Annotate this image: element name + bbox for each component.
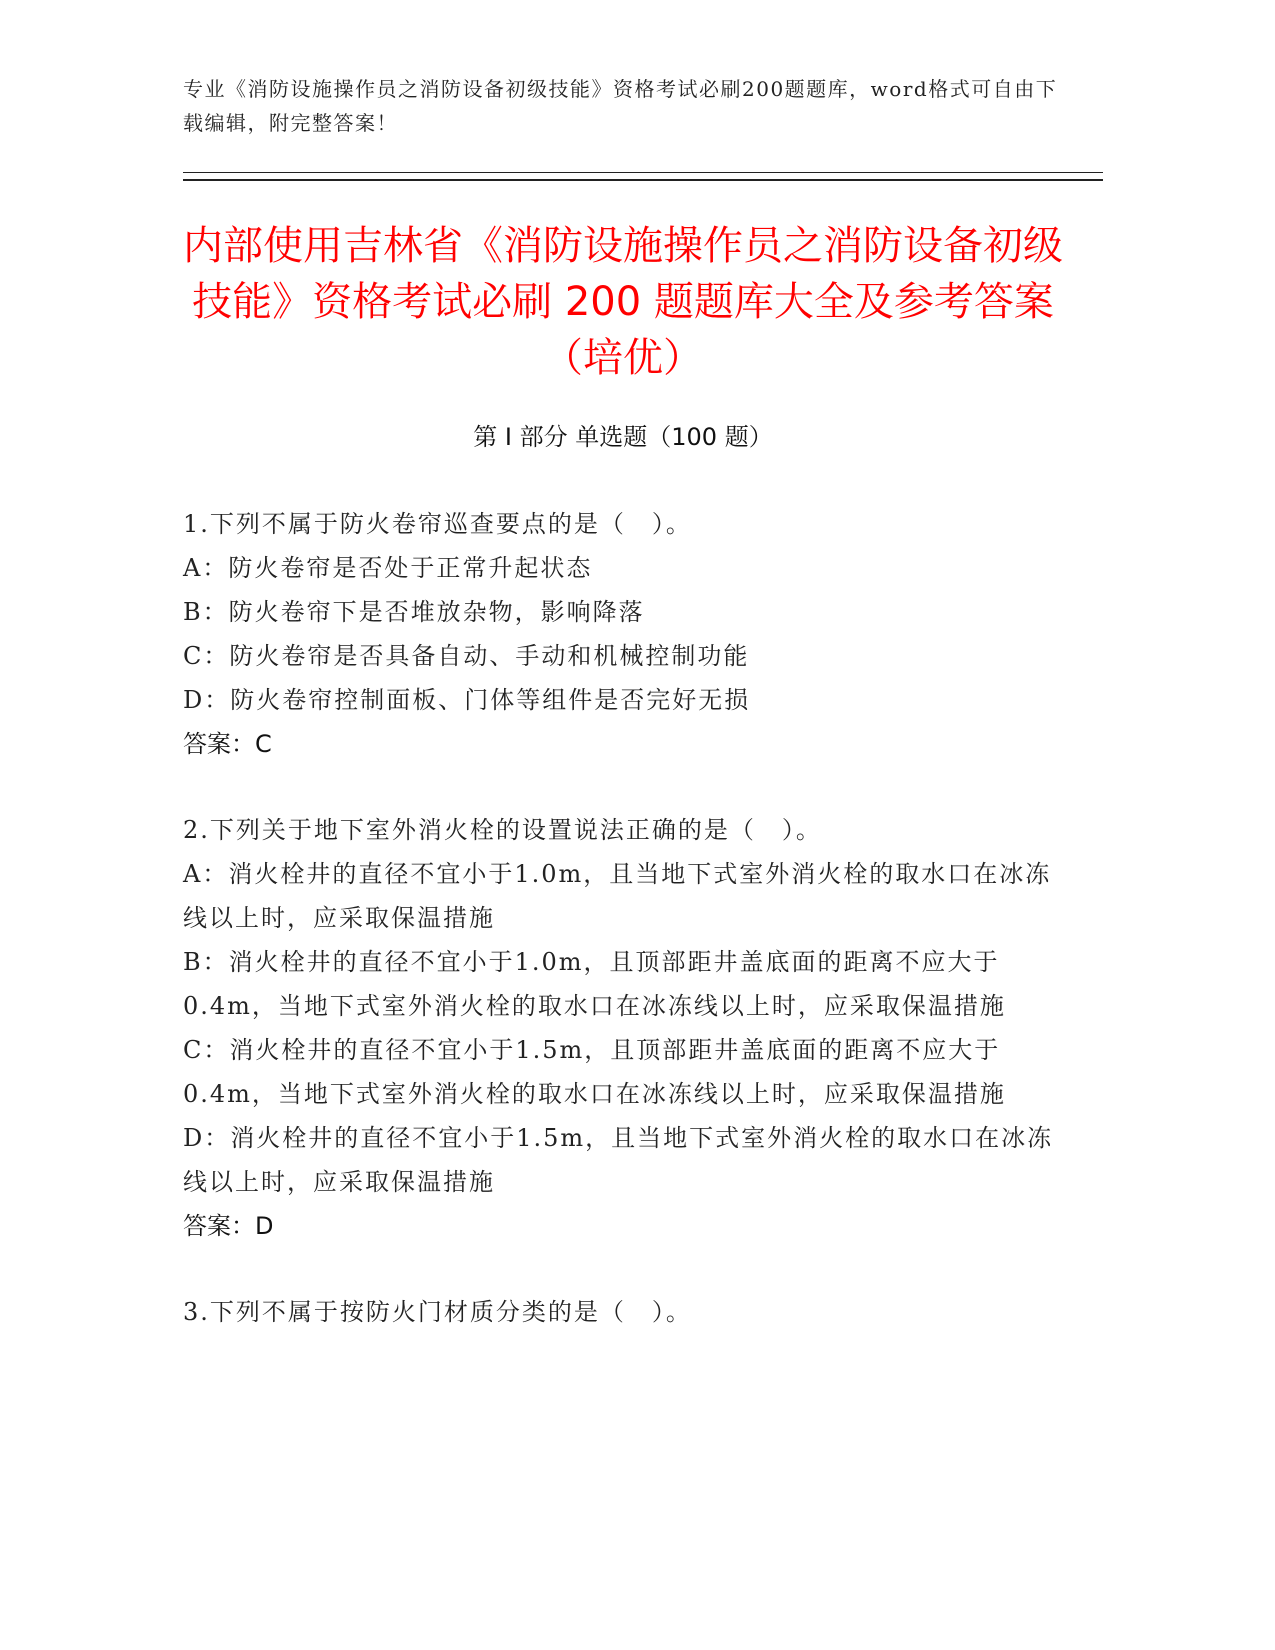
option-a: A：防火卷帘是否处于正常升起状态 — [183, 554, 593, 582]
question-stem: 3.下列不属于按防火门材质分类的是（ ）。 — [183, 1298, 692, 1326]
answer: 答案：D — [183, 1212, 274, 1240]
option-d: D：防火卷帘控制面板、门体等组件是否完好无损 — [183, 686, 751, 714]
document-title: 内部使用吉林省《消防设施操作员之消防设备初级技能》资格考试必刷 200 题题库大全及参考答案（培优） — [183, 223, 1063, 381]
question-3 — [183, 1290, 1063, 1334]
option-b: B：消火栓井的直径不宜小于1.0m，且顶部距井盖底面的距离不应大于0.4m，当地下式室外消火栓的取水口在冰冻线以上时，应采取保温措施 — [183, 948, 1006, 1020]
question-list — [183, 502, 1063, 1376]
option-c: C：防火卷帘是否具备自动、手动和机械控制功能 — [183, 642, 750, 670]
section-title: 第 I 部分 单选题（100 题） — [473, 423, 773, 451]
question-2 — [183, 808, 1063, 1248]
option-a: A：消火栓井的直径不宜小于1.0m，且当地下式室外消火栓的取水口在冰冻线以上时，应采取保温措施 — [183, 860, 1052, 932]
question-stem: 2.下列关于地下室外消火栓的设置说法正确的是（ ）。 — [183, 816, 822, 844]
question-stem: 1.下列不属于防火卷帘巡查要点的是（ ）。 — [183, 510, 692, 538]
question-1 — [183, 502, 1063, 766]
option-c: C：消火栓井的直径不宜小于1.5m，且顶部距井盖底面的距离不应大于0.4m，当地下式室外消火栓的取水口在冰冻线以上时，应采取保温措施 — [183, 1036, 1006, 1108]
answer: 答案：C — [183, 730, 272, 758]
header-rule — [183, 172, 1103, 173]
option-b: B：防火卷帘下是否堆放杂物，影响降落 — [183, 598, 645, 626]
option-d: D：消火栓井的直径不宜小于1.5m，且当地下式室外消火栓的取水口在冰冻线以上时，应采取保温措施 — [183, 1124, 1054, 1196]
header-rule-thick — [183, 179, 1103, 181]
page-header: 专业《消防设施操作员之消防设备初级技能》资格考试必刷200题题库，word格式可自由下载编辑，附完整答案！ — [183, 77, 1058, 135]
